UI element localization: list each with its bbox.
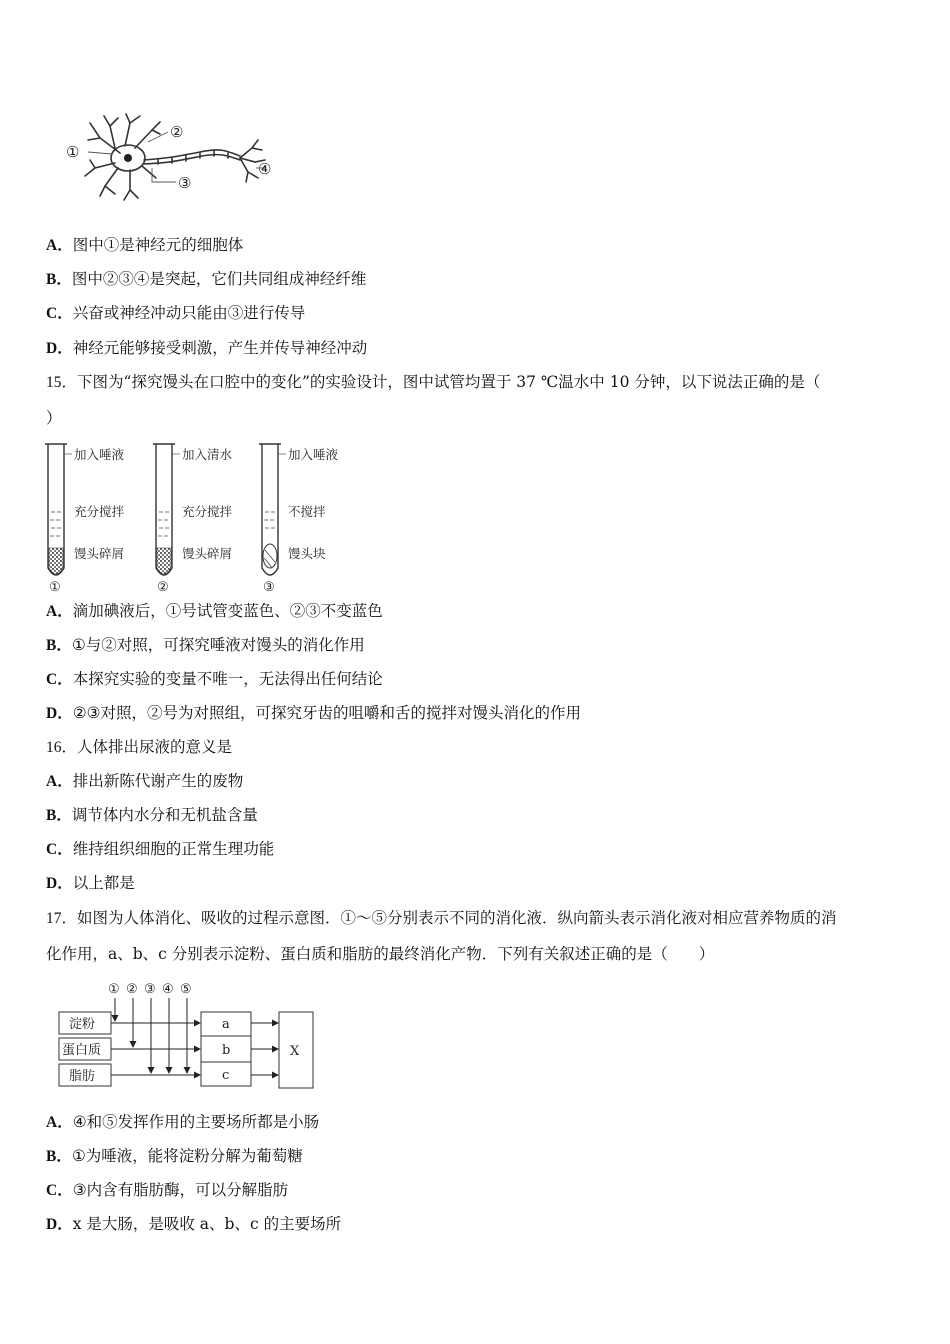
option-letter: C． [46,841,73,858]
q16-option-a [46,771,243,792]
tube-2-stir-label: 充分搅拌 [182,504,233,519]
tube-2-add-label: 加入清水 [182,447,233,462]
option-letter: B． [46,637,72,654]
question-number: 16． [46,739,78,756]
q15-stem-line2 [46,408,62,428]
option-letter: B． [46,271,72,288]
option-text: ①与②对照，可探究唾液对馒头的消化作用 [71,636,365,654]
option-text: 图中①是神经元的细胞体 [72,236,244,254]
tube-2-number: ② [157,580,169,595]
product-a: a [222,1017,230,1032]
target-x: X [290,1044,300,1059]
option-text: 排出新陈代谢产生的废物 [72,772,244,790]
product-b: b [222,1043,231,1058]
liquid-1: ① [108,982,120,997]
neuron-label-3: ③ [178,174,192,192]
option-text: 图中②③④是突起，它们共同组成神经纤维 [71,270,367,288]
option-text: 以上都是 [72,874,135,892]
option-letter: D． [46,875,73,892]
option-text: 滴加碘液后，①号试管变蓝色、②③不变蓝色 [72,602,383,620]
q16-option-b [46,805,258,826]
q14-option-a [46,235,243,256]
option-text: 维持组织细胞的正常生理功能 [72,840,275,858]
tube-1-stir-label: 充分搅拌 [74,504,125,519]
test-tube-1 [45,444,72,575]
option-letter: D． [46,340,73,357]
liquid-3: ③ [144,982,156,997]
option-text: 调节体内水分和无机盐含量 [71,806,258,824]
q17-option-d [46,1214,341,1235]
neuron-diagram [60,108,290,208]
option-text: ④和⑤发挥作用的主要场所都是小肠 [72,1113,320,1131]
question-text: ） [46,409,62,427]
question-text: 如图为人体消化、吸收的过程示意图．①～⑤分别表示不同的消化液．纵向箭头表示消化液对相应营养物质的消 [77,909,837,927]
question-text: 化作用，a、b、c 分别表示淀粉、蛋白质和脂肪的最终消化产物．下列有关叙述正确的是（ ） [46,945,715,963]
q17-option-a [46,1112,319,1133]
option-text: 神经元能够接受刺激，产生并传导神经冲动 [72,339,368,357]
test-tube-3 [259,444,286,575]
option-letter: B． [46,807,72,824]
test-tubes-figure [40,440,350,595]
neuron-label-4: ④ [258,160,272,178]
q17-option-c [46,1180,288,1201]
q16-option-d [46,873,135,894]
option-text: ②③对照，②号为对照组，可探究牙齿的咀嚼和舌的搅拌对馒头消化的作用 [72,704,581,722]
option-letter: A． [46,237,73,254]
nutrient-starch: 淀粉 [69,1017,96,1032]
liquid-4: ④ [162,982,174,997]
option-text: ③内含有脂肪酶，可以分解脂肪 [72,1181,289,1199]
option-letter: B． [46,1148,72,1165]
tube-3-content-label: 馒头块 [288,546,326,561]
nutrient-protein: 蛋白质 [62,1043,102,1058]
tube-1-number: ① [49,580,61,595]
q14-option-b [46,269,366,290]
q17-stem-line1 [46,908,837,929]
option-letter: A． [46,1114,73,1131]
question-number: 17． [46,910,78,927]
liquid-5: ⑤ [180,982,192,997]
option-letter: C． [46,1182,73,1199]
option-letter: A． [46,773,73,790]
q15-option-d [46,703,581,724]
option-letter: A． [46,603,73,620]
product-c: c [222,1068,230,1083]
q14-option-c [46,303,305,324]
tube-1-add-label: 加入唾液 [74,447,125,462]
q16-stem [46,737,232,758]
q16-option-c [46,839,274,860]
q17-stem-line2 [46,944,714,964]
liquid-2: ② [126,982,138,997]
option-text: ①为唾液，能将淀粉分解为葡萄糖 [71,1147,303,1165]
tube-2-content-label: 馒头碎屑 [182,546,233,561]
nutrient-fat: 脂肪 [69,1069,96,1084]
option-text: x 是大肠，是吸收 a、b、c 的主要场所 [72,1215,342,1233]
tube-3-number: ③ [263,580,275,595]
tube-3-stir-label: 不搅拌 [288,504,326,519]
q15-option-c [46,669,383,690]
q15-option-b [46,635,365,656]
question-number: 15． [46,374,78,391]
q15-stem-line1 [46,372,820,393]
q17-option-b [46,1146,303,1167]
tube-3-add-label: 加入唾液 [288,447,339,462]
option-text: 本探究实验的变量不唯一，无法得出任何结论 [72,670,383,688]
option-letter: D． [46,1216,73,1233]
option-letter: D． [46,705,73,722]
neuron-label-1: ① [66,143,80,161]
neuron-label-2: ② [170,123,184,141]
option-letter: C． [46,671,73,688]
q14-option-d [46,338,367,359]
digestion-diagram [55,978,330,1093]
question-text: 人体排出尿液的意义是 [77,738,233,756]
option-letter: C． [46,305,73,322]
test-tube-2 [153,444,180,575]
question-text: 下图为“探究馒头在口腔中的变化”的实验设计，图中试管均置于 37 ℃温水中 10 分钟，以下说法正确的是（ [77,373,821,391]
tube-1-content-label: 馒头碎屑 [74,546,125,561]
option-text: 兴奋或神经冲动只能由③进行传导 [72,304,306,322]
q15-option-a [46,601,383,622]
